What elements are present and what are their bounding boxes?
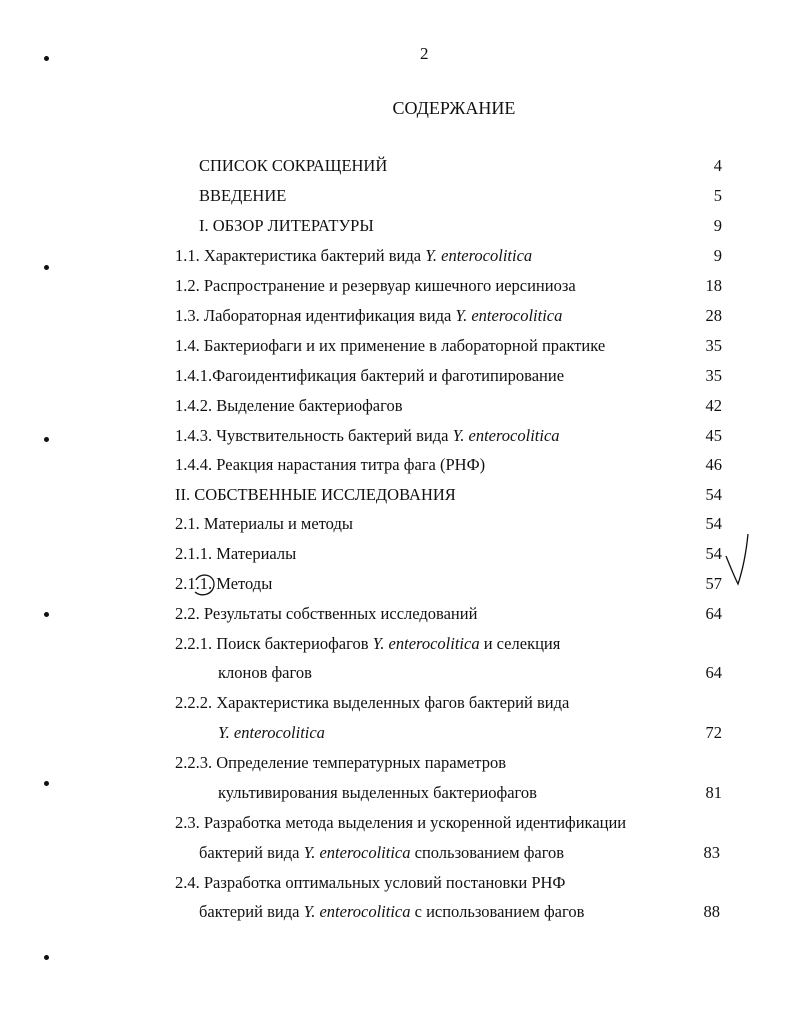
toc-entry: 2.2.3. Определение температурных параметров bbox=[175, 753, 506, 772]
punch-hole-mark bbox=[44, 955, 49, 960]
punch-hole-mark bbox=[44, 612, 49, 617]
toc-entry: 1.4.1.Фагоидентификация бактерий и фаготипирование bbox=[175, 366, 565, 385]
species-name: Y. enterocolitica bbox=[303, 843, 411, 862]
handwritten-check-mark bbox=[724, 532, 750, 588]
toc-entry: 2.1. Материалы и методы bbox=[175, 514, 353, 533]
toc-entry: I. ОБЗОР ЛИТЕРАТУРЫ bbox=[199, 216, 374, 235]
toc-entry-continuation: клонов фагов bbox=[218, 663, 312, 682]
toc-page-number: 83 bbox=[703, 843, 720, 862]
toc-page-number: 54 bbox=[705, 485, 722, 504]
toc-entry: СПИСОК СОКРАЩЕНИЙ bbox=[199, 156, 388, 175]
toc-entry: 1.4.4. Реакция нарастания титра фага (РНФ) bbox=[175, 455, 486, 474]
toc-page-number: 64 bbox=[705, 604, 722, 623]
toc-entry: 2.2.1. Поиск бактериофагов Y. enterocolitica и селекция bbox=[175, 634, 561, 653]
punch-hole-mark bbox=[44, 437, 49, 442]
toc-page-number: 72 bbox=[705, 723, 722, 742]
toc-page-number: 35 bbox=[705, 336, 722, 355]
toc-entry: 1.2. Распространение и резервуар кишечного иерсиниоза bbox=[175, 276, 576, 295]
toc-page-number: 81 bbox=[705, 783, 722, 802]
toc-entry: 1.4. Бактериофаги и их применение в лабораторной практике bbox=[175, 336, 606, 355]
toc-entry: 2.2.2. Характеристика выделенных фагов бактерий вида bbox=[175, 693, 570, 712]
toc-page-number: 4 bbox=[713, 156, 722, 175]
toc-entry: 1.4.3. Чувствительность бактерий вида Y. enterocolitica bbox=[175, 426, 560, 445]
toc-entry: 2.2. Результаты собственных исследований bbox=[175, 604, 478, 623]
toc-page-number: 54 bbox=[705, 544, 722, 563]
toc-entry-continuation: бактерий вида Y. enterocolitica с использованием фагов bbox=[199, 902, 585, 921]
punch-hole-mark bbox=[44, 781, 49, 786]
toc-page-number: 5 bbox=[713, 186, 722, 205]
toc-entry: 1.1. Характеристика бактерий вида Y. enterocolitica bbox=[175, 246, 533, 265]
toc-page-number: 54 bbox=[705, 514, 722, 533]
page-number: 2 bbox=[420, 44, 429, 63]
toc-page-number: 46 bbox=[705, 455, 722, 474]
toc-entry: 2.4. Разработка оптимальных условий постановки РНФ bbox=[175, 873, 566, 892]
species-name: Y. enterocolitica bbox=[452, 426, 560, 445]
punch-hole-mark bbox=[44, 56, 49, 61]
toc-entry: II. СОБСТВЕННЫЕ ИССЛЕДОВАНИЯ bbox=[175, 485, 456, 504]
page-title: СОДЕРЖАНИЕ bbox=[392, 98, 516, 118]
toc-page-number: 35 bbox=[705, 366, 722, 385]
toc-entry-continuation bbox=[218, 723, 325, 743]
toc-page-number: 28 bbox=[705, 306, 722, 325]
toc-entry: 1.3. Лабораторная идентификация вида Y. enterocolitica bbox=[175, 306, 563, 325]
handwritten-circle-mark bbox=[190, 570, 220, 600]
toc-page-number: 57 bbox=[705, 574, 722, 593]
toc-entry: 2.3. Разработка метода выделения и ускоренной идентификации bbox=[175, 813, 627, 832]
toc-entry: ВВЕДЕНИЕ bbox=[199, 186, 287, 205]
toc-page-number: 18 bbox=[705, 276, 722, 295]
toc-page-number: 64 bbox=[705, 663, 722, 682]
toc-entry-continuation: бактерий вида Y. enterocolitica спользованием фагов bbox=[199, 843, 565, 862]
toc-page-number: 88 bbox=[703, 902, 720, 921]
species-name: Y. enterocolitica bbox=[218, 723, 325, 742]
toc-page-number: 42 bbox=[705, 396, 722, 415]
toc-page-number: 45 bbox=[705, 426, 722, 445]
toc-page-number: 9 bbox=[713, 246, 722, 265]
punch-hole-mark bbox=[44, 265, 49, 270]
species-name: Y. enterocolitica bbox=[425, 246, 533, 265]
species-name: Y. enterocolitica bbox=[303, 902, 411, 921]
species-name: Y. enterocolitica bbox=[372, 634, 480, 653]
toc-entry: 2.1.1. Методы bbox=[175, 574, 273, 593]
toc-entry: 1.4.2. Выделение бактериофагов bbox=[175, 396, 403, 415]
toc-entry: 2.1.1. Материалы bbox=[175, 544, 297, 563]
toc-page-number: 9 bbox=[713, 216, 722, 235]
species-name: Y. enterocolitica bbox=[455, 306, 563, 325]
toc-entry-continuation: культивирования выделенных бактериофагов bbox=[218, 783, 537, 802]
